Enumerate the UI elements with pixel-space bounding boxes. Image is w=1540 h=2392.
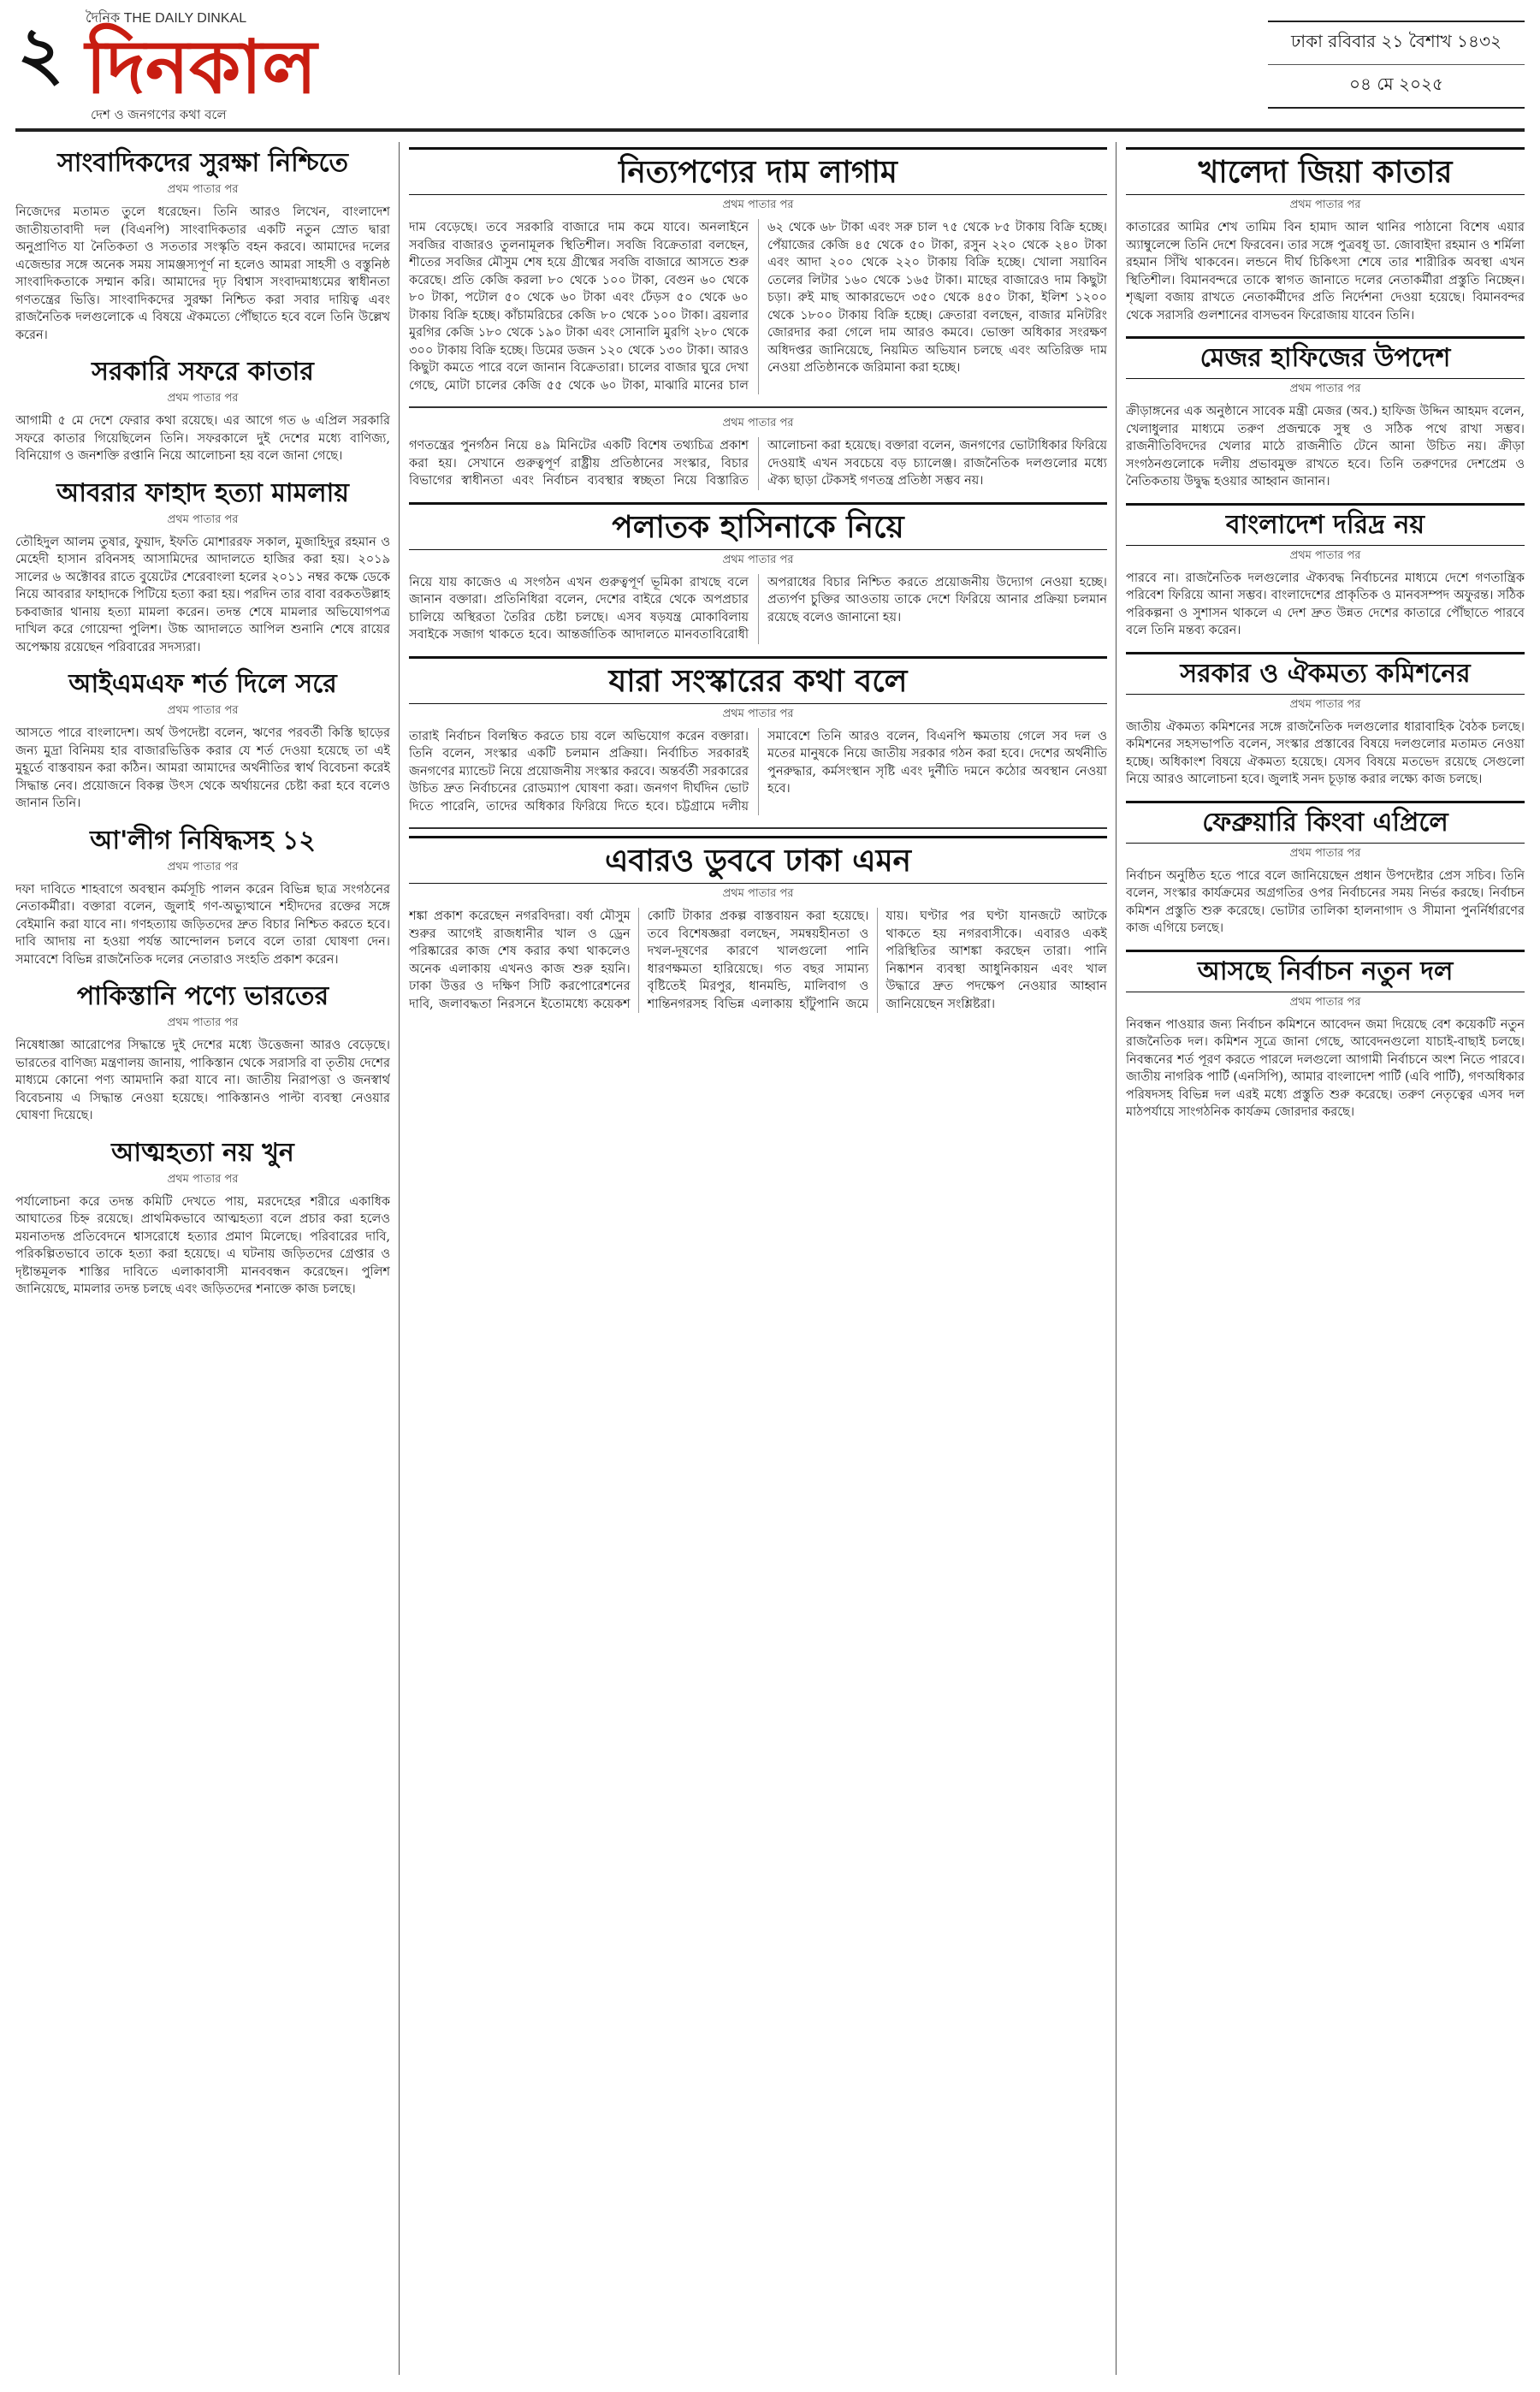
story-body: নিষেধাজ্ঞা আরোপের সিদ্ধান্তে দুই দেশের মধ্যে উত্তেজনা আরও বেড়েছে। ভারতের বাণিজ্য মন্ত্রণালয় জানায়, পাকিস্তান থেকে সরাসরি বা তৃতীয় দেশের মাধ্যমে কোনো পণ্য আমদানি করা যাবে না। জাতীয় নিরাপত্তা ও জনস্বার্থ বিবেচনায় এ সিদ্ধান্ত নেওয়া হয়েছে। পাকিস্তানও পাল্টা ব্যবস্থা নেওয়ার ঘোষণা দিয়েছে। <box>15 1039 390 1122</box>
continued-label: প্রথম পাতার পর <box>167 392 239 405</box>
story-khaleda-qatar <box>1126 147 1525 324</box>
story-hasina <box>409 502 1107 644</box>
logo-title: দিনকাল <box>86 24 317 110</box>
story-body: আসতে পারে বাংলাদেশ। অর্থ উপদেষ্টা বলেন, ঋণের পরবর্তী কিস্তি ছাড়ের জন্য মুদ্রা বিনিময় হার বাজারভিত্তিক করার যে শর্ত দেওয়া হয়েছে তা এই মুহূর্তে বাস্তবায়ন করা কঠিন। আমরা আমাদের অর্থনীতির স্বার্থ বিবেচনা করেই সিদ্ধান্ত নেব। প্রয়োজনে বিকল্প উৎস থেকে অর্থায়নের চেষ্টা করা হবে বলেও জানান তিনি। <box>15 726 390 810</box>
story-headline: সরকার ও ঐকমত্য কমিশনের <box>1126 652 1525 695</box>
continued-label: প্রথম পাতার পর <box>1289 382 1361 395</box>
story-body: শঙ্কা প্রকাশ করেছেন নগরবিদরা। বর্ষা মৌসুম শুরুর আগেই রাজধানীর খাল ও ড্রেন পরিষ্কারের কাজ শেষ করার কথা থাকলেও অনেক এলাকায় এখনও কাজ শুরু হয়নি। ঢাকা উত্তর ও দক্ষিণ সিটি করপোরেশনের দাবি, জলাবদ্ধতা নিরসনে ইতোমধ্যে কয়েকশ কোটি টাকার প্রকল্প বাস্তবায়ন করা হয়েছে। তবে বিশেষজ্ঞরা বলছেন, সমন্বয়হীনতা ও দখল-দূষণের কারণে খালগুলো পানি ধারণক্ষমতা হারিয়েছে। গত বছর সামান্য বৃষ্টিতেই মিরপুর, ধানমন্ডি, মালিবাগ ও শান্তিনগরসহ বিভিন্ন এলাকায় হাঁটুপানি জমে যায়। ঘণ্টার পর ঘণ্টা যানজটে আটকে থাকতে হয় নগরবাসীকে। এবারও একই পরিস্থিতির আশঙ্কা করছেন তারা। পানি নিষ্কাশন ব্যবস্থা আধুনিকায়ন এবং খাল উদ্ধারে দ্রুত পদক্ষেপ নেওয়ার আহ্বান জানিয়েছেন সংশ্লিষ্টরা। <box>409 909 1107 1011</box>
story-consensus-commission <box>1126 652 1525 789</box>
story-not-poor <box>1126 503 1525 640</box>
section-divider <box>409 827 1107 829</box>
story-headline: খালেদা জিয়া কাতার <box>1126 147 1525 195</box>
story-headline: পলাতক হাসিনাকে নিয়ে <box>409 502 1107 550</box>
story-body: কাতারের আমির শেখ তামিম বিন হামাদ আল থানির পাঠানো বিশেষ এয়ার অ্যাম্বুলেন্সে তিনি দেশে ফিরবেন। তার সঙ্গে পুত্রবধূ ডা. জোবাইদা রহমান ও শর্মিলা রহমান সিঁথি থাকবেন। লন্ডনে দীর্ঘ চিকিৎসা শেষে তার শারীরিক অবস্থা এখন স্থিতিশীল। বিমানবন্দরে তাকে স্বাগত জানাতে দলের নেতাকর্মীরা প্রস্তুতি নিচ্ছেন। শৃঙ্খলা বজায় রাখতে নেতাকর্মীদের প্রতি নির্দেশনা দেওয়া হয়েছে। বিমানবন্দর থেকে সরাসরি গুলশানের বাসভবন ফিরোজায় যাবেন তিনি। <box>1126 221 1525 323</box>
story-body: ক্রীড়াঙ্গনের এক অনুষ্ঠানে সাবেক মন্ত্রী মেজর (অব.) হাফিজ উদ্দিন আহমদ বলেন, খেলাধুলার মাধ্যমে তরুণ প্রজন্মকে সুস্থ ও সঠিক পথে রাখা সম্ভব। রাজনীতিবিদদের খেলার মাঠে রাজনীতি টেনে আনা উচিত নয়। ক্রীড়া সংগঠনগুলোকে দলীয় প্রভাবমুক্ত রাখতে হবে। তিনি তরুণদের দেশপ্রেম ও নৈতিকতায় উদ্বুদ্ধ হওয়ার আহ্বান জানান। <box>1126 405 1525 488</box>
continued-label: প্রথম পাতার পর <box>722 417 794 429</box>
date-box <box>1268 21 1525 109</box>
story-body: দফা দাবিতে শাহবাগে অবস্থান কর্মসূচি পালন করেন বিভিন্ন ছাত্র সংগঠনের নেতাকর্মীরা। বক্তারা বলেন, জুলাই গণ-অভ্যুত্থানে শহীদদের রক্তের সঙ্গে বেইমানি করা যাবে না। গণহত্যায় জড়িতদের দ্রুত বিচার নিশ্চিত করতে হবে। দাবি আদায় না হওয়া পর্যন্ত আন্দোলন চলবে বলে তারা ঘোষণা দেন। সমাবেশে বিভিন্ন রাজনৈতিক দলের নেতারাও সংহতি প্রকাশ করেন। <box>15 882 390 967</box>
story-murder <box>15 1137 390 1299</box>
story-qatar-visit <box>15 356 390 465</box>
story-body: তৌহিদুল আলম তুষার, ফুয়াদ, ইফতি মোশাররফ সকাল, মুজাহিদুর রহমান ও মেহেদী হাসান রবিনসহ আসামিদের আদালতে হাজির করা হয়। ২০১৯ সালের ৬ অক্টোবর রাতে বুয়েটের শেরেবাংলা হলের ২০১১ নম্বর কক্ষে ডেকে নিয়ে আবরার ফাহাদকে পিটিয়ে হত্যা করা হয়। পরদিন তার বাবা বরকতউল্লাহ চকবাজার থানায় হত্যা মামলা করেন। তদন্ত শেষে মামলার অভিযোগপত্র দাখিল করে গোয়েন্দা পুলিশ। উচ্চ আদালতে আপিল শুনানি শেষে রায়ের অপেক্ষায় রয়েছেন পরিবারের সদস্যরা। <box>15 535 390 654</box>
continued-label: প্রথম পাতার পর <box>722 887 794 900</box>
story-headline: এবারও ডুববে ঢাকা এমন <box>409 836 1107 884</box>
story-election-date <box>1126 801 1525 938</box>
story-reform <box>409 656 1107 816</box>
story-body: পারবে না। রাজনৈতিক দলগুলোর ঐক্যবদ্ধ নির্বাচনের মাধ্যমে দেশে গণতান্ত্রিক পরিবেশ ফিরিয়ে আনা সম্ভব। বাংলাদেশের প্রাকৃতিক ও মানবসম্পদ অফুরন্ত। সঠিক পরিকল্পনা ও সুশাসন থাকলে এ দেশ দ্রুত উন্নত দেশের কাতারে পৌঁছাতে পারবে বলে তিনি মন্তব্য করেন। <box>1126 571 1525 637</box>
story-abrar-case <box>15 477 390 657</box>
story-body: পর্যালোচনা করে তদন্ত কমিটি দেখতে পায়, মরদেহের শরীরে একাধিক আঘাতের চিহ্ন রয়েছে। প্রাথমিকভাবে আত্মহত্যা বলে প্রচার করা হলেও ময়নাতদন্ত প্রতিবেদনে শ্বাসরোধে হত্যার প্রমাণ মিলেছে। পরিবারের দাবি, পরিকল্পিতভাবে তাকে হত্যা করা হয়েছে। এ ঘটনায় জড়িতদের গ্রেপ্তার ও দৃষ্টান্তমূলক শাস্তির দাবিতে এলাকাবাসী মানববন্ধন করেছেন। পুলিশ জানিয়েছে, মামলার তদন্ত চলছে এবং জড়িতদের শনাক্তে কাজ চলছে। <box>15 1194 390 1296</box>
newspaper-logo <box>86 7 317 127</box>
section-divider <box>409 406 1107 408</box>
story-body: নিবন্ধন পাওয়ার জন্য নির্বাচন কমিশনে আবেদন জমা দিয়েছে বেশ কয়েকটি নতুন রাজনৈতিক দল। কমিশন সূত্রে জানা গেছে, আবেদনগুলো যাচাই-বাছাই চলছে। নিবন্ধনের শর্ত পূরণ করতে পারলে দলগুলো আগামী নির্বাচনে অংশ নিতে পারবে। জাতীয় নাগরিক পার্টি (এনসিপি), আমার বাংলাদেশ পার্টি (এবি পার্টি), গণঅধিকার পরিষদসহ বিভিন্ন দল এরই মধ্যে প্রস্তুতি শুরু করেছে। তরুণ নেতৃত্বের এসব দল মাঠপর্যায়ে সাংগঠনিক কার্যক্রম জোরদার করছে। <box>1126 1017 1525 1119</box>
continued-label: প্রথম পাতার পর <box>167 704 239 717</box>
continued-label: প্রথম পাতার পর <box>167 860 239 873</box>
logo-tagline: দেশ ও জনগণের কথা বলে <box>91 107 227 122</box>
page-number: ২ <box>17 10 64 95</box>
story-body: নিজেদের মতামত তুলে ধরেছেন। তিনি আরও লিখেন, বাংলাদেশ জাতীয়তাবাদী দল (বিএনপি) সাংবাদিকতার একটি নতুন স্রোত দ্বারা অনুপ্রাণিত যা নৈতিকতা ও সততার সংস্কৃতি বহন করবে। আমাদের দলের এজেন্ডার সঙ্গে অনেক সময় সামঞ্জস্যপূর্ণ না হলেও আমরা সাহসী ও বস্তুনিষ্ঠ সাংবাদিকতাকে সম্মান করি। আমাদের দৃঢ় বিশ্বাস সংবাদমাধ্যমের স্বাধীনতা গণতন্ত্রের ভিত্তি। সাংবাদিকদের সুরক্ষা নিশ্চিত করা সবার দায়িত্ব এবং রাজনৈতিক দলগুলোকে এ বিষয়ে ঐকমত্যে পৌঁছাতে হবে বলে তিনি উল্লেখ করেন। <box>15 205 390 342</box>
continued-label: প্রথম পাতার পর <box>1289 846 1361 860</box>
story-headline: সাংবাদিকদের সুরক্ষা নিশ্চিতে <box>56 148 349 178</box>
story-headline: আত্মহত্যা নয় খুন <box>111 1137 294 1168</box>
continued-label: প্রথম পাতার পর <box>167 183 239 196</box>
story-pakistan-goods <box>15 980 390 1125</box>
continued-label: প্রথম পাতার পর <box>167 1016 239 1029</box>
story-headline: সরকারি সফরে কাতার <box>92 357 314 387</box>
story-headline: পাকিস্তানি পণ্যে ভারতের <box>76 981 329 1011</box>
right-column <box>1126 142 1525 2375</box>
story-major-hafiz <box>1126 336 1525 491</box>
story-body-part: আরও কিছুটা কমতে পারে বলে জানান বিক্রেতারা। চালের বাজার ঘুরে দেখা গেছে, মোটা চালের কেজি ৫৫ থেকে ৬০ টাকা, মাঝারি মানের চাল ৬২ থেকে ৬৮ টাকা এবং সরু চাল ৭৫ থেকে ৮৫ টাকায় বিক্রি হচ্ছে। পেঁয়াজের কেজি ৪৫ থেকে ৫০ টাকা, রসুন ২২০ থেকে ২৪০ টাকা এবং আদা ২০০ থেকে ২২০ টাকায় বিক্রি হচ্ছে। খোলা সয়াবিন তেলের লিটার ১৬০ থেকে ১৬৫ টাকা। মাছের বাজারেও দাম কিছুটা চড়া। রুই মাছ আকারভেদে ৩৫০ থেকে ৪৫০ টাকা, ইলিশ ১২০০ থেকে ১৮০০ টাকায় বিক্রি হচ্ছে। ক্রেতারা বলছেন, বাজার মনিটরিং জোরদার করা গেলে দাম আরও কমবে। ভোক্তা অধিকার সংরক্ষণ অধিদপ্তর জানিয়েছে, নিয়মিত অভিযান চলছে এবং অতিরিক্ত দাম নেওয়া প্রতিষ্ঠানকে জরিমানা করা হচ্ছে। <box>409 221 1107 393</box>
story-body: আগামী ৫ মে দেশে ফেরার কথা রয়েছে। এর আগে গত ৬ এপ্রিল সরকারি সফরে কাতার গিয়েছিলেন তিনি। সফরকালে দুই দেশের মধ্যে বাণিজ্য, বিনিয়োগ ও জনশক্তি রপ্তানি নিয়ে আলোচনা হয় বলে জানা গেছে। <box>15 414 390 463</box>
story-body: নির্বাচন অনুষ্ঠিত হতে পারে বলে জানিয়েছেন প্রধান উপদেষ্টার প্রেস সচিব। তিনি বলেন, সংস্কার কার্যক্রমের অগ্রগতির ওপর নির্বাচনের সময় নির্ভর করছে। নির্বাচন কমিশন প্রস্তুতি শুরু করেছে। ভোটার তালিকা হালনাগাদ ও সীমানা পুনর্নির্ধারণের কাজ এগিয়ে চলছে। <box>1126 868 1525 935</box>
story-body: জাতীয় ঐকমত্য কমিশনের সঙ্গে রাজনৈতিক দলগুলোর ধারাবাহিক বৈঠক চলছে। কমিশনের সহসভাপতি বলেন, সংস্কার প্রস্তাবের বিষয়ে দলগুলোর মতামত নেওয়া হচ্ছে। অধিকাংশ বিষয়ে ঐকমত্য হয়েছে। যেসব বিষয়ে মতভেদ রয়েছে সেগুলো নিয়ে আরও আলোচনা হবে। জুলাই সনদ চূড়ান্ত করার লক্ষ্যে কাজ চলছে। <box>1126 719 1525 786</box>
left-column <box>15 142 390 2375</box>
continued-label: প্রথম পাতার পর <box>1289 697 1361 711</box>
story-headline: আবরার ফাহাদ হত্যা মামলায় <box>56 477 349 508</box>
story-awami-ban <box>15 825 390 969</box>
story-headline: ফেব্রুয়ারি কিংবা এপ্রিলে <box>1126 801 1525 844</box>
story-democracy <box>409 415 1107 490</box>
story-headline: আসছে নির্বাচন নতুন দল <box>1126 950 1525 992</box>
logo-subtitle: দৈনিক THE DAILY DINKAL <box>86 11 247 26</box>
continued-label: প্রথম পাতার পর <box>1289 198 1361 211</box>
story-body: তারাই নির্বাচন বিলম্বিত করতে চায় বলে অভিযোগ করেন বক্তারা। তিনি বলেন, সংস্কার একটি চলমান প্রক্রিয়া। নির্বাচিত সরকারই জনগণের ম্যান্ডেট নিয়ে প্রয়োজনীয় সংস্কার করবে। অন্তর্বর্তী সরকারের উচিত দ্রুত নির্বাচনের রোডম্যাপ ঘোষণা করা। জনগণ দীর্ঘদিন ভোট দিতে পারেনি, তাদের অধিকার ফিরিয়ে দিতে হবে। চট্টগ্রামে দলীয় সমাবেশে তিনি আরও বলেন, বিএনপি ক্ষমতায় গেলে সব দল ও মতের মানুষকে নিয়ে জাতীয় সরকার গঠন করা হবে। দেশের অর্থনীতি পুনরুদ্ধার, কর্মসংস্থান সৃষ্টি এবং দুর্নীতি দমনে কঠোর অবস্থান নেওয়া হবে। <box>409 729 1107 814</box>
story-headline: আ'লীগ নিষিদ্ধসহ ১২ <box>90 825 316 856</box>
date-bangla: ঢাকা রবিবার ২১ বৈশাখ ১৪৩২ <box>1290 31 1502 51</box>
masthead <box>0 0 1540 128</box>
continued-label: প্রথম পাতার পর <box>167 512 239 526</box>
story-body <box>409 219 1107 394</box>
story-body: নিয়ে যায় কাজেও এ সংগঠন এখন গুরুত্বপূর্ণ ভূমিকা রাখছে বলে জানান বক্তারা। প্রতিনিধিরা বলেন, দেশের বাইরে থেকে অপপ্রচার চালিয়ে অস্থিরতা তৈরির চেষ্টা চলছে। এসব ষড়যন্ত্র মোকাবিলায় সবাইকে সজাগ থাকতে হবে। আন্তর্জাতিক আদালতে মানবতাবিরোধী অপরাধের বিচার নিশ্চিত করতে প্রয়োজনীয় উদ্যোগ নেওয়া হচ্ছে। প্রত্যর্পণ চুক্তির আওতায় তাকে দেশে ফিরিয়ে আনার প্রক্রিয়া চলমান রয়েছে বলেও জানানো হয়। <box>409 575 1107 642</box>
story-headline: বাংলাদেশ দরিদ্র নয় <box>1126 503 1525 546</box>
story-headline: আইএমএফ শর্ত দিলে সরে <box>68 669 337 699</box>
continued-label: প্রথম পাতার পর <box>167 1172 239 1186</box>
continued-label: প্রথম পাতার পর <box>722 707 794 720</box>
story-headline: নিত্যপণ্যের দাম লাগাম <box>409 147 1107 195</box>
story-new-parties <box>1126 950 1525 1122</box>
date-english: ০৪ মে ২০২৫ <box>1268 64 1525 107</box>
story-body-part: দাম বেড়েছে। তবে সরকারি বাজারে দাম কমে যাবে। অনলাইনে সবজির বাজারও তুলনামূলক স্থিতিশীল। সবজি বিক্রেতারা বলছেন, শীতের সবজির মৌসুম শেষ হয়ে গ্রীষ্মের সবজি বাজারে আসতে শুরু করেছে। প্রতি কেজি করলা ৮০ থেকে ১০০ টাকা, বেগুন ৬০ থেকে ৮০ টাকা, পটোল ৫০ থেকে ৬০ টাকা এবং ঢেঁড়স ৫০ থেকে ৬০ টাকায় বিক্রি হচ্ছে। কাঁচামরিচের কেজি ৮০ থেকে ১০০ টাকা। ব্রয়লার মুরগির কেজি ১৮০ থেকে ১৯০ টাকা এবং সোনালি মুরগি ২৮০ থেকে ৩০০ টাকায় বিক্রি হচ্ছে। ডিমের ডজন ১২০ থেকে ১৩০ টাকা। <box>409 221 749 358</box>
continued-label: প্রথম পাতার পর <box>1289 548 1361 562</box>
continued-label: প্রথম পাতার পর <box>1289 995 1361 1009</box>
story-imf <box>15 668 390 813</box>
story-journalist-safety <box>15 147 390 344</box>
column-divider <box>399 142 400 2375</box>
masthead-rule <box>15 128 1525 132</box>
story-dhaka-flood <box>409 836 1107 1013</box>
story-headline: যারা সংস্কারের কথা বলে <box>409 656 1107 704</box>
continued-label: প্রথম পাতার পর <box>722 553 794 566</box>
middle-column <box>409 142 1107 2375</box>
story-headline: মেজর হাফিজের উপদেশ <box>1126 336 1525 379</box>
continued-label: প্রথম পাতার পর <box>722 198 794 211</box>
story-commodity-prices <box>409 147 1107 394</box>
story-body: গণতন্ত্রের পুনর্গঠন নিয়ে ৪৯ মিনিটের একটি বিশেষ তথ্যচিত্র প্রকাশ করা হয়। সেখানে গুরুত্বপূর্ণ রাষ্ট্রীয় প্রতিষ্ঠানের সংস্কার, বিচার বিভাগের স্বাধীনতা এবং নির্বাচন ব্যবস্থার স্বচ্ছতা নিয়ে বিস্তারিত আলোচনা করা হয়েছে। বক্তারা বলেন, জনগণের ভোটাধিকার ফিরিয়ে দেওয়াই এখন সবচেয়ে বড় চ্যালেঞ্জ। রাজনৈতিক দলগুলোর মধ্যে ঐক্য ছাড়া টেকসই গণতন্ত্র প্রতিষ্ঠা সম্ভব নয়। <box>409 439 1107 488</box>
